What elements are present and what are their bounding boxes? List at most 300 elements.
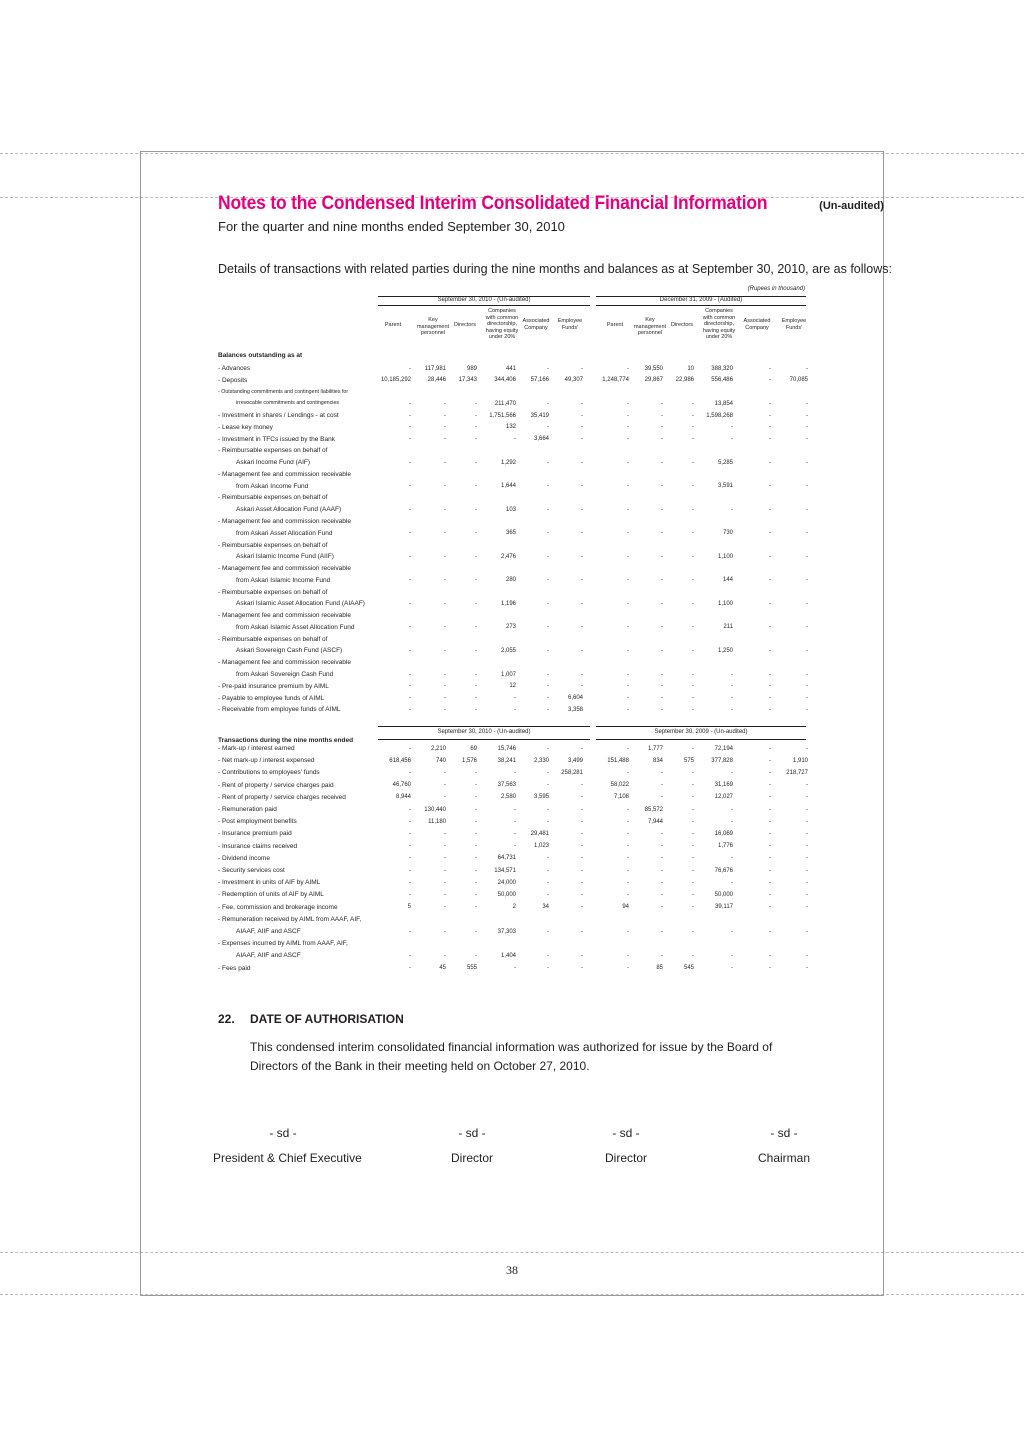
table-cell: - — [444, 867, 446, 874]
table-cell: - — [731, 683, 733, 690]
table-cell: 1,248,774 — [602, 377, 629, 384]
table-cell: 218,727 — [786, 769, 808, 776]
column-header-line: having equity — [485, 327, 519, 334]
table-cell: 69 — [470, 745, 477, 752]
table-cell: - — [475, 782, 477, 789]
table-cell: - — [627, 553, 629, 560]
row-label: - Payable to employee funds of AIML — [218, 694, 325, 702]
table-cell: - — [627, 952, 629, 959]
table-cell: - — [806, 794, 808, 801]
table-cell: - — [627, 647, 629, 654]
table-cell: - — [581, 965, 583, 972]
table-cell: - — [692, 782, 694, 789]
table-cell: - — [731, 436, 733, 443]
table-cell: 2,055 — [500, 647, 516, 654]
table-cell: - — [409, 928, 411, 935]
table-cell: - — [627, 365, 629, 372]
balances-rule — [596, 296, 806, 297]
table-cell: - — [475, 600, 477, 607]
table-cell: - — [769, 671, 771, 678]
table-cell: - — [581, 624, 583, 631]
table-cell: 740 — [435, 757, 446, 764]
table-cell: - — [769, 891, 771, 898]
table-cell: 1,910 — [792, 757, 808, 764]
table-cell: - — [475, 436, 477, 443]
table-cell: - — [581, 952, 583, 959]
table-cell: - — [692, 483, 694, 490]
table-cell: 85 — [656, 965, 663, 972]
table-cell: - — [475, 769, 477, 776]
table-cell: - — [692, 424, 694, 431]
column-header-line: Employee — [557, 318, 583, 324]
table-cell: - — [692, 855, 694, 862]
table-cell: - — [661, 400, 663, 407]
table-cell: - — [627, 745, 629, 752]
table-cell: 2 — [512, 904, 516, 911]
table-cell: 117,981 — [424, 365, 446, 372]
intro-text: Details of transactions with related parties during the nine months and balances as at September 30, 2010, are as follows: — [218, 262, 892, 276]
table-cell: 12 — [509, 683, 516, 690]
table-cell: - — [409, 553, 411, 560]
balances-period-left: September 30, 2010 - (Un-audited) — [437, 297, 531, 303]
table-cell: - — [627, 965, 629, 972]
table-cell: 39,550 — [644, 365, 663, 372]
table-cell: - — [409, 400, 411, 407]
section-22-text: This condensed interim consolidated financial information was authorized for issue by the Board of Directors of the Bank in their meeting held on October 27, 2010. — [250, 1040, 773, 1073]
table-cell: - — [769, 377, 771, 384]
table-cell: - — [731, 671, 733, 678]
title-suffix: (Un-audited) — [819, 200, 884, 212]
table-cell: 50,000 — [714, 891, 733, 898]
signature-sd: - sd - — [269, 1126, 297, 1140]
row-label: - Reimbursable expenses on behalf of — [218, 541, 328, 549]
balances-rule — [378, 296, 590, 297]
table-cell: - — [769, 647, 771, 654]
row-label: - Deposits — [218, 376, 248, 384]
table-cell: - — [581, 365, 583, 372]
table-cell: - — [475, 867, 477, 874]
table-cell: - — [731, 806, 733, 813]
table-cell: - — [661, 671, 663, 678]
table-cell: - — [475, 855, 477, 862]
table-cell: - — [806, 647, 808, 654]
table-cell: - — [581, 412, 583, 419]
table-cell: - — [806, 843, 808, 850]
table-cell: - — [581, 904, 583, 911]
table-cell: - — [806, 400, 808, 407]
table-cell: - — [547, 806, 549, 813]
table-cell: - — [661, 553, 663, 560]
table-cell: - — [731, 424, 733, 431]
table-cell: - — [769, 965, 771, 972]
table-cell: - — [547, 695, 549, 702]
table-cell: - — [581, 459, 583, 466]
table-cell: 10,185,292 — [380, 377, 411, 384]
table-cell: 258,281 — [561, 769, 583, 776]
row-label: - Advances — [218, 365, 251, 372]
table-cell: - — [409, 695, 411, 702]
table-cell: - — [692, 904, 694, 911]
table-cell: - — [444, 412, 446, 419]
table-cell: - — [806, 695, 808, 702]
table-cell: - — [769, 365, 771, 372]
balances-section-title: Balances outstanding as at — [218, 352, 303, 359]
table-cell: - — [581, 782, 583, 789]
table-cell: - — [692, 553, 694, 560]
table-cell: - — [475, 879, 477, 886]
table-cell: - — [692, 818, 694, 825]
table-cell: - — [806, 365, 808, 372]
row-label: - Rent of property / service charges paid — [218, 781, 334, 789]
table-cell: - — [409, 624, 411, 631]
table-cell: - — [769, 855, 771, 862]
row-label: - Post employment benefits — [218, 818, 297, 826]
table-cell: 3,595 — [533, 794, 549, 801]
table-cell: - — [409, 412, 411, 419]
table-cell: - — [769, 757, 771, 764]
table-cell: - — [661, 867, 663, 874]
table-cell: - — [444, 483, 446, 490]
transactions-rule — [378, 739, 590, 740]
table-cell: - — [514, 769, 516, 776]
table-cell: - — [514, 843, 516, 850]
column-header — [545, 318, 595, 331]
table-cell: - — [581, 424, 583, 431]
table-cell: - — [769, 745, 771, 752]
table-cell: - — [581, 577, 583, 584]
table-cell: 1,196 — [500, 600, 516, 607]
table-cell: - — [806, 624, 808, 631]
table-cell: 211,470 — [494, 400, 516, 407]
row-label: Askari Islamic Asset Allocation Fund (AIAAF) — [236, 600, 365, 608]
table-cell: - — [475, 553, 477, 560]
table-cell: - — [547, 745, 549, 752]
table-cell: - — [692, 683, 694, 690]
table-cell: - — [409, 965, 411, 972]
table-cell: - — [806, 483, 808, 490]
column-header-line: Associated — [743, 318, 771, 324]
table-cell: - — [806, 745, 808, 752]
table-cell: - — [769, 769, 771, 776]
table-cell: - — [806, 530, 808, 537]
column-header-line: directorship, — [704, 321, 734, 327]
column-header-line: under 20% — [488, 334, 516, 340]
table-cell: 45 — [439, 965, 446, 972]
table-cell: - — [475, 412, 477, 419]
row-label: - Redemption of units of AIF by AIML — [218, 891, 324, 899]
table-cell: 38,241 — [497, 757, 516, 764]
table-cell: 1,007 — [500, 671, 516, 678]
column-header — [769, 318, 819, 331]
table-cell: 5,285 — [717, 459, 733, 466]
table-cell: - — [769, 928, 771, 935]
row-label: - Mark-up / interest earned — [218, 745, 295, 752]
row-label: - Fees paid — [218, 964, 251, 972]
table-cell: 10 — [687, 365, 694, 372]
table-cell: - — [444, 706, 446, 713]
table-cell: - — [661, 879, 663, 886]
table-cell: - — [581, 400, 583, 407]
table-cell: - — [444, 794, 446, 801]
row-label: from Askari Islamic Asset Allocation Fund — [236, 623, 355, 631]
column-header-line: Company — [524, 324, 548, 331]
table-cell: - — [514, 706, 516, 713]
table-cell: - — [444, 459, 446, 466]
table-cell: - — [806, 577, 808, 584]
column-header-line: Directors — [670, 322, 693, 328]
table-cell: - — [661, 624, 663, 631]
transactions-rule — [596, 726, 806, 727]
table-cell: - — [475, 843, 477, 850]
row-label: - Insurance claims received — [218, 842, 298, 850]
table-cell: 50,000 — [497, 891, 516, 898]
table-cell: - — [627, 671, 629, 678]
signature-title: Director — [604, 1151, 647, 1165]
table-cell: - — [547, 600, 549, 607]
table-cell: - — [661, 830, 663, 837]
table-cell: 16,069 — [714, 830, 733, 837]
table-cell: - — [769, 459, 771, 466]
table-cell: - — [692, 459, 694, 466]
table-cell: - — [661, 843, 663, 850]
table-cell: - — [769, 952, 771, 959]
table-cell: - — [806, 459, 808, 466]
table-cell: - — [661, 436, 663, 443]
table-cell: - — [475, 683, 477, 690]
table-cell: - — [547, 683, 549, 690]
table-cell: - — [475, 928, 477, 935]
column-header-line: under 20% — [705, 334, 733, 340]
table-cell: 12,027 — [714, 794, 733, 801]
table-cell: - — [581, 843, 583, 850]
table-cell: - — [769, 436, 771, 443]
table-cell: - — [692, 436, 694, 443]
table-cell: - — [475, 530, 477, 537]
row-label: - Dividend income — [218, 854, 271, 862]
column-header-line: Funds' — [561, 324, 579, 331]
table-cell: - — [806, 424, 808, 431]
table-cell: - — [581, 891, 583, 898]
balances-rule — [378, 305, 590, 306]
row-label: - Contributions to employees' funds — [218, 769, 320, 777]
table-cell: - — [806, 806, 808, 813]
table-cell: - — [547, 965, 549, 972]
table-cell: - — [806, 904, 808, 911]
table-cell: 151,488 — [607, 757, 629, 764]
row-label: from Askari Income Fund — [236, 482, 309, 490]
table-cell: - — [627, 483, 629, 490]
table-cell: - — [514, 695, 516, 702]
table-cell: - — [661, 483, 663, 490]
column-header-line: Key — [645, 317, 655, 323]
column-header-line: directorship, — [487, 321, 517, 327]
table-cell: - — [731, 506, 733, 513]
table-cell: - — [627, 818, 629, 825]
row-label: from Askari Asset Allocation Fund — [236, 529, 333, 537]
table-cell: - — [769, 794, 771, 801]
table-cell: - — [769, 904, 771, 911]
table-cell: - — [661, 683, 663, 690]
table-cell: 1,777 — [647, 745, 663, 752]
table-cell: - — [731, 855, 733, 862]
table-cell: 556,486 — [711, 377, 733, 384]
table-cell: - — [444, 436, 446, 443]
table-cell: - — [731, 928, 733, 935]
table-cell: 1,751,566 — [489, 412, 516, 419]
table-cell: - — [444, 530, 446, 537]
row-label: irrevocable commitments and contingencies — [236, 400, 340, 407]
row-label: - Fee, commission and brokerage income — [218, 903, 338, 911]
row-label: - Reimbursable expenses on behalf of — [218, 447, 328, 455]
table-cell: 2,580 — [500, 794, 516, 801]
page-title: Notes to the Condensed Interim Consolidated Financial Information — [218, 193, 768, 214]
table-cell: - — [444, 904, 446, 911]
row-label: Askari Sovereign Cash Fund (ASCF) — [236, 647, 343, 655]
table-cell: 72,194 — [714, 745, 733, 752]
table-cell: - — [661, 904, 663, 911]
table-cell: 365 — [505, 530, 516, 537]
table-cell: - — [581, 506, 583, 513]
table-cell: - — [409, 683, 411, 690]
table-cell: - — [661, 706, 663, 713]
table-cell: - — [627, 891, 629, 898]
table-cell: - — [475, 647, 477, 654]
row-label: - Receivable from employee funds of AIML — [218, 706, 341, 714]
table-cell: - — [806, 879, 808, 886]
table-cell: - — [581, 879, 583, 886]
table-cell: - — [444, 879, 446, 886]
table-cell: - — [547, 706, 549, 713]
table-cell: - — [769, 506, 771, 513]
table-cell: 28,446 — [427, 377, 446, 384]
table-cell: 34 — [542, 904, 549, 911]
row-label: - Expenses incurred by AIML from AAAF, AIF, — [218, 940, 348, 948]
table-cell: - — [444, 400, 446, 407]
table-cell: - — [692, 400, 694, 407]
table-cell: - — [627, 695, 629, 702]
table-cell: - — [769, 706, 771, 713]
table-cell: - — [627, 928, 629, 935]
row-label: - Investment in units of AIF by AIML — [218, 879, 321, 887]
table-cell: - — [475, 695, 477, 702]
column-header-line: with common — [702, 314, 736, 321]
table-cell: - — [692, 671, 694, 678]
table-cell: 1,100 — [717, 600, 733, 607]
row-label: AIAAF, AIIF and ASCF — [236, 928, 301, 935]
table-cell: - — [547, 818, 549, 825]
table-cell: - — [627, 506, 629, 513]
table-cell: 211 — [723, 624, 733, 631]
table-cell: - — [806, 553, 808, 560]
table-cell: 545 — [683, 965, 694, 972]
table-cell: 3,664 — [533, 436, 549, 443]
table-cell: 13,854 — [714, 400, 733, 407]
transactions-period-right: September 30, 2009 - (Un-audited) — [654, 729, 748, 735]
table-cell: - — [661, 424, 663, 431]
table-cell: - — [627, 530, 629, 537]
table-cell: - — [409, 483, 411, 490]
table-cell: 29,481 — [530, 830, 549, 837]
table-cell: - — [769, 400, 771, 407]
table-cell: 6,604 — [567, 695, 583, 702]
table-cell: - — [731, 879, 733, 886]
table-cell: - — [581, 436, 583, 443]
table-cell: - — [692, 879, 694, 886]
table-cell: - — [444, 843, 446, 850]
table-cell: - — [769, 424, 771, 431]
table-cell: - — [627, 830, 629, 837]
table-cell: - — [806, 928, 808, 935]
table-cell: - — [475, 891, 477, 898]
column-header-line: management — [633, 323, 667, 330]
table-cell: 377,828 — [711, 757, 733, 764]
table-cell: - — [661, 769, 663, 776]
table-cell: - — [444, 683, 446, 690]
table-cell: - — [627, 577, 629, 584]
table-cell: - — [409, 891, 411, 898]
table-cell: - — [581, 483, 583, 490]
table-cell: - — [409, 577, 411, 584]
table-cell: - — [514, 818, 516, 825]
table-cell: 1,576 — [461, 757, 477, 764]
table-cell: - — [581, 553, 583, 560]
row-label: - Reimbursable expenses on behalf of — [218, 588, 328, 596]
table-cell: - — [769, 530, 771, 537]
row-label: - Management fee and commission receivable — [218, 470, 351, 478]
table-cell: - — [661, 647, 663, 654]
table-cell: - — [627, 769, 629, 776]
table-cell: - — [409, 506, 411, 513]
table-cell: - — [475, 706, 477, 713]
table-cell: - — [731, 965, 733, 972]
table-cell: - — [409, 600, 411, 607]
table-cell: - — [769, 553, 771, 560]
table-cell: - — [661, 855, 663, 862]
table-cell: - — [769, 683, 771, 690]
table-cell: - — [547, 647, 549, 654]
table-cell: 58,022 — [610, 782, 629, 789]
table-cell: 989 — [466, 365, 477, 372]
column-header-line: management — [416, 323, 450, 330]
table-cell: 1,776 — [717, 843, 733, 850]
table-cell: - — [806, 891, 808, 898]
table-cell: - — [547, 782, 549, 789]
table-cell: - — [581, 745, 583, 752]
table-cell: 64,731 — [497, 855, 516, 862]
table-cell: 1,250 — [717, 647, 733, 654]
table-cell: 280 — [505, 577, 516, 584]
column-header-line: Parent — [606, 322, 624, 328]
table-cell: 555 — [466, 965, 477, 972]
table-cell: 5 — [407, 904, 411, 911]
row-label: - Pre-paid insurance premium by AIML — [218, 682, 329, 690]
table-cell: - — [581, 818, 583, 825]
table-cell: 103 — [505, 506, 516, 513]
table-cell: - — [769, 867, 771, 874]
table-cell: - — [547, 459, 549, 466]
table-cell: - — [806, 818, 808, 825]
table-cell: 15,746 — [497, 745, 516, 752]
table-cell: - — [444, 830, 446, 837]
column-header-line: Parent — [384, 322, 402, 328]
table-cell: - — [769, 412, 771, 419]
table-cell: 441 — [505, 365, 516, 372]
table-cell: - — [475, 624, 477, 631]
table-cell: - — [692, 577, 694, 584]
table-cell: - — [661, 952, 663, 959]
table-cell: - — [692, 695, 694, 702]
table-cell: - — [581, 830, 583, 837]
